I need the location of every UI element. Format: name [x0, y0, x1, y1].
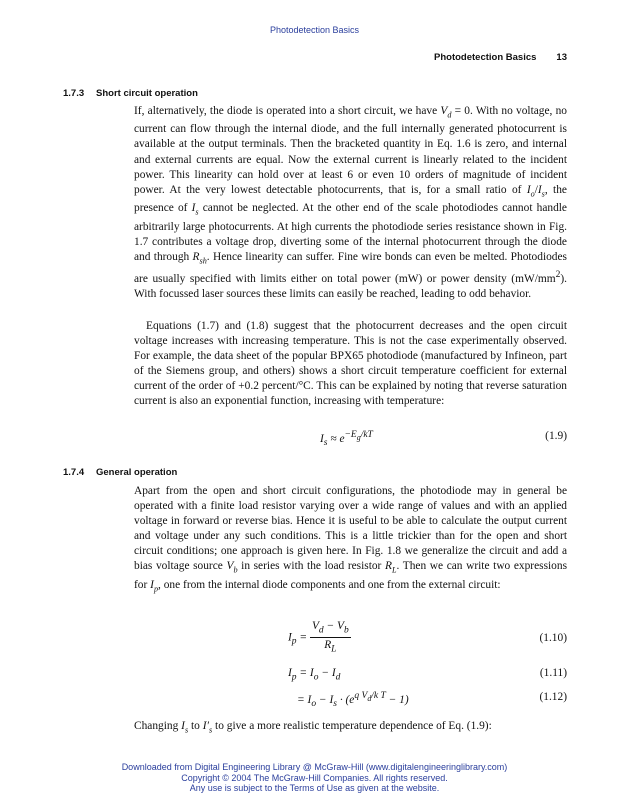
equation-1-9-expression: $I_s \approx e^{-E_g/kT}$ [320, 430, 373, 449]
equation-1-11 [134, 667, 567, 683]
running-head [434, 52, 567, 63]
equation-1-10 [134, 620, 567, 655]
section-heading-general-operation [63, 467, 177, 478]
page-number: 13 [556, 52, 567, 63]
paragraph-short-circuit-2: Equations (1.7) and (1.8) suggest that the photocurrent decreases and the open circuit voltage increases with increasing temperature. This is not the case experimentally observed. For example, the data sheet of the popular BPX65 photodiode (manufactured by Infineon, part of the Siemens group, and others) shows a short circuit temperature coefficient for external current of the order of +0.2 percent/°C. This can be explained by noting that reverse saturation current is also an exponential function, increasing with temperature: [134, 320, 567, 408]
section-title: Short circuit operation [96, 88, 198, 99]
section-title: General operation [96, 467, 178, 478]
equation-1-10-expression: $I_p$ = $\frac{V_d - V_b}{R_L}$ [288, 620, 349, 655]
section-number: 1.7.4 [63, 467, 85, 478]
paragraph-general-operation-1: Apart from the open and short circuit configurations, the photodiode may in general be operated with a finite load resistor varying over a wide range of values and with an applied voltage in forward or reverse bias. Hence it is useful to be able to calculate the output current and voltage under any such conditions. This is a little trickier than for the open and short circuit conditions; one approach is given here. In Fig. 1.8 we generalize the circuit and add a bias voltage source $V_b$ in series with the load resistor $R_L$. Then we can write two expressions for $I_p$, one from the internal diode components and one from the external circuit: [134, 485, 568, 594]
equation-1-12-expression: = $I_o - I_s \cdot (e^{q V_d/k T} - 1)$ [297, 691, 409, 710]
equation-number: (1.10) [539, 632, 567, 644]
footer-terms-link[interactable]: Any use is subject to the Terms of Use as given at the website. [189, 783, 440, 793]
equation-1-9 [134, 430, 567, 449]
running-head-title: Photodetection Basics [434, 52, 537, 63]
paragraph-general-operation-2: Changing $I_s$ to $I'_s$ to give a more realistic temperature dependence of Eq. (1.9): [134, 720, 492, 735]
equation-1-11-expression: $I_p = I_o - I_d$ [288, 667, 341, 683]
equation-number: (1.12) [539, 691, 567, 703]
footer-download-link[interactable]: Downloaded from Digital Engineering Library @ McGraw-Hill (www.digitalengineeringlibrary.com) [121, 762, 508, 772]
equation-1-12 [134, 691, 567, 710]
paragraph-short-circuit-1: If, alternatively, the diode is operated into a short circuit, we have $V_d = 0$. With no voltage, no current can flow through the internal diode, and the full internally generated photocurrent is available at the output terminals. Then the bracketed quantity in Eq. 1.6 is zero, and internal and external currents are equal. Now the external current is linearly related to the incident power. This linearity can hold over at least 6 or even 10 orders of magnitude of incident power. At the very lowest detectable photocurrents, that is, for a small ratio of $I_o/I_s$, the presence of $I_s$ cannot be neglected. At the other end of the scale photodiodes cannot handle arbitrarily large photocurrents. At high currents the photodiode series resistance shown in Fig. 1.7 contributes a voltage drop, diverting some of the internal photocurrent through the diode and through $R_{sh}$. Hence linearity can suffer. Fine wire bonds can even be melted. Photodiodes are usually specified with limits either on total power (mW) or power density $(mW/mm^2)$. With focussed laser sources these limits can easily be reached, leading to odd behavior. [134, 105, 567, 300]
footer-copyright: Copyright © 2004 The McGraw-Hill Companies. All rights reserved. [181, 772, 448, 783]
section-number: 1.7.3 [63, 88, 85, 99]
section-heading-short-circuit [63, 88, 198, 99]
top-header-title[interactable]: Photodetection Basics [269, 25, 360, 35]
equation-number: (1.9) [545, 430, 567, 442]
footer [0, 762, 629, 794]
equation-number: (1.11) [539, 667, 567, 679]
